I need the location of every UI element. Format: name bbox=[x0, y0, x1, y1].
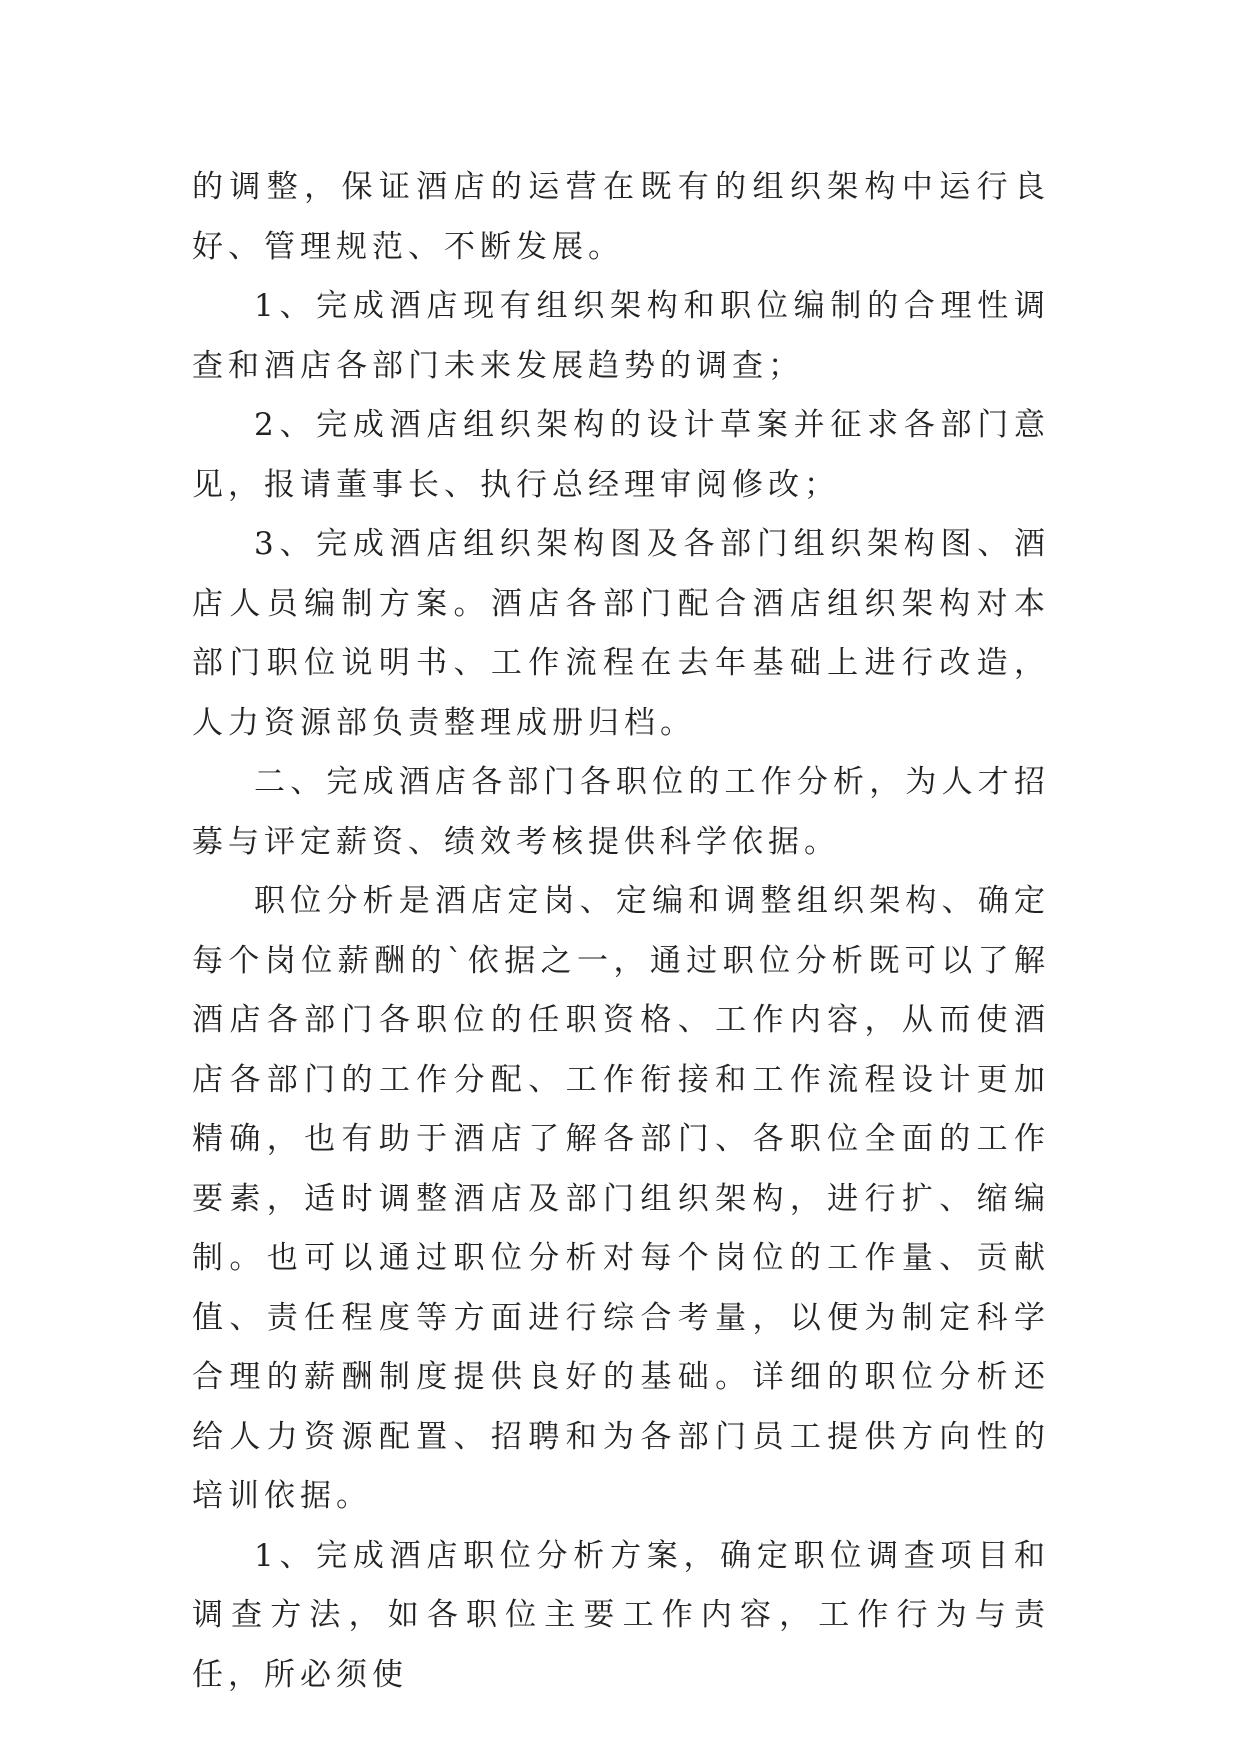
paragraph: 二、完成酒店各部门各职位的工作分析，为人才招募与评定薪资、绩效考核提供科学依据。 bbox=[192, 764, 1050, 860]
paragraph: 1、完成酒店现有组织架构和职位编制的合理性调查和酒店各部门未来发展趋势的调查； bbox=[192, 288, 1050, 384]
paragraph: 3、完成酒店组织架构图及各部门组织架构图、酒店人员编制方案。酒店各部门配合酒店组织架构对本部门职位说明书、工作流程在去年基础上进行改造，人力资源部负责整理成册归档。 bbox=[192, 526, 1050, 741]
paragraph: 职位分析是酒店定岗、定编和调整组织架构、确定每个岗位薪酬的`依据之一，通过职位分析既可以了解酒店各部门各职位的任职资格、工作内容，从而使酒店各部门的工作分配、工作衔接和工作流程设计更加精确，也有助于酒店了解各部门、各职位全面的工作要素，适时调整酒店及部门组织架构，进行扩、缩编制。也可以通过职位分析对每个岗位的工作量、贡献值、责任程度等方面进行综合考量，以便为制定科学合理的薪酬制度提供良好的基础。详细的职位分析还给人力资源配置、招聘和为各部门员工提供方向性的培训依据。 bbox=[192, 883, 1050, 1514]
document-body bbox=[192, 158, 1050, 1705]
paragraph: 2、完成酒店组织架构的设计草案并征求各部门意见，报请董事长、执行总经理审阅修改； bbox=[192, 407, 1050, 503]
paragraph: 1、完成酒店职位分析方案，确定职位调查项目和调查方法，如各职位主要工作内容，工作行为与责任，所必须使 bbox=[192, 1537, 1050, 1693]
paragraph: 的调整，保证酒店的运营在既有的组织架构中运行良好、管理规范、不断发展。 bbox=[192, 169, 1050, 265]
